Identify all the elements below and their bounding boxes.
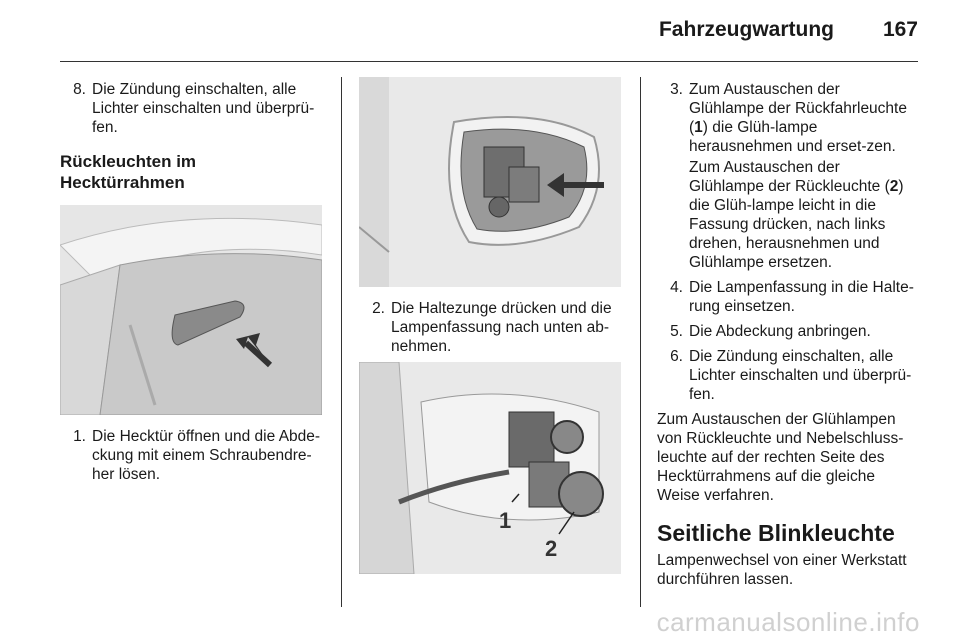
column-3 <box>657 80 919 595</box>
step-3 <box>657 80 919 156</box>
step-number: 4. <box>670 279 683 296</box>
step-number: 6. <box>670 348 683 365</box>
step-3-continuation: Zum Austauschen der Glühlampe der Rückleuchte (2) die Glüh-lampe leicht in die Fassung drücken, nach links drehen, herausnehmen und Glühlampe ersetzen. <box>689 159 904 271</box>
section-heading-rear-lights: Rückleuchten im Hecktürrahmen <box>60 152 197 192</box>
page-number: 167 <box>882 18 918 41</box>
bulb-socket-illustration <box>359 362 621 574</box>
step-text: Die Zündung einschalten, alle Lichter einschalten und überprü-fen. <box>689 348 912 403</box>
step-5 <box>657 322 919 341</box>
callout-2: 2 <box>545 536 558 561</box>
section-heading-side-indicator: Seitliche Blinkleuchte <box>657 520 895 546</box>
step-4 <box>657 278 919 316</box>
watermark: carmanualsonline.info <box>656 607 920 637</box>
step-1 <box>60 427 325 484</box>
step-8 <box>60 80 325 137</box>
column-2 <box>359 77 621 574</box>
reference-1: 1 <box>694 119 703 136</box>
step-text: Zum Austauschen der Glühlampe der Rückfahrleuchte (1) die Glüh-lampe herausnehmen und erset-zen. <box>689 81 907 155</box>
step-number: 8. <box>73 81 86 98</box>
figure-bulb-socket <box>359 362 621 574</box>
step-text: Die Haltezunge drücken und die Lampenfassung nach unten ab-nehmen. <box>391 300 612 355</box>
column-1 <box>60 80 325 490</box>
step-number: 2. <box>372 300 385 317</box>
lamp-housing-illustration <box>359 77 621 287</box>
figure-lamp-housing <box>359 77 621 287</box>
paragraph-right-side: Zum Austauschen der Glühlampen von Rückleuchte und Nebelschluss-leuchte auf der rechten Seite des Hecktürrahmens auf die gleiche Weise verfahren. <box>657 411 904 504</box>
header-rule <box>60 61 918 62</box>
step-number: 3. <box>670 81 683 98</box>
figure-tailgate-cover <box>60 205 322 415</box>
column-divider-1 <box>341 77 342 607</box>
step-text: Die Lampenfassung in die Halte-rung einsetzen. <box>689 279 914 315</box>
step-text: Die Zündung einschalten, alle Lichter einschalten und überprü-fen. <box>92 81 315 136</box>
callout-1: 1 <box>499 508 512 533</box>
step-text: Die Hecktür öffnen und die Abde-ckung mit einem Schraubendre-her lösen. <box>92 428 321 483</box>
step-number: 5. <box>670 323 683 340</box>
paragraph-workshop-note: Lampenwechsel von einer Werkstatt durchführen lassen. <box>657 552 907 588</box>
step-6 <box>657 347 919 404</box>
column-divider-2 <box>640 77 641 607</box>
reference-2: 2 <box>889 178 899 195</box>
step-number: 1. <box>73 428 86 445</box>
tailgate-illustration <box>60 205 322 415</box>
page-title: Fahrzeugwartung <box>658 18 834 41</box>
step-2 <box>359 299 621 356</box>
step-text: Die Abdeckung anbringen. <box>689 323 871 340</box>
